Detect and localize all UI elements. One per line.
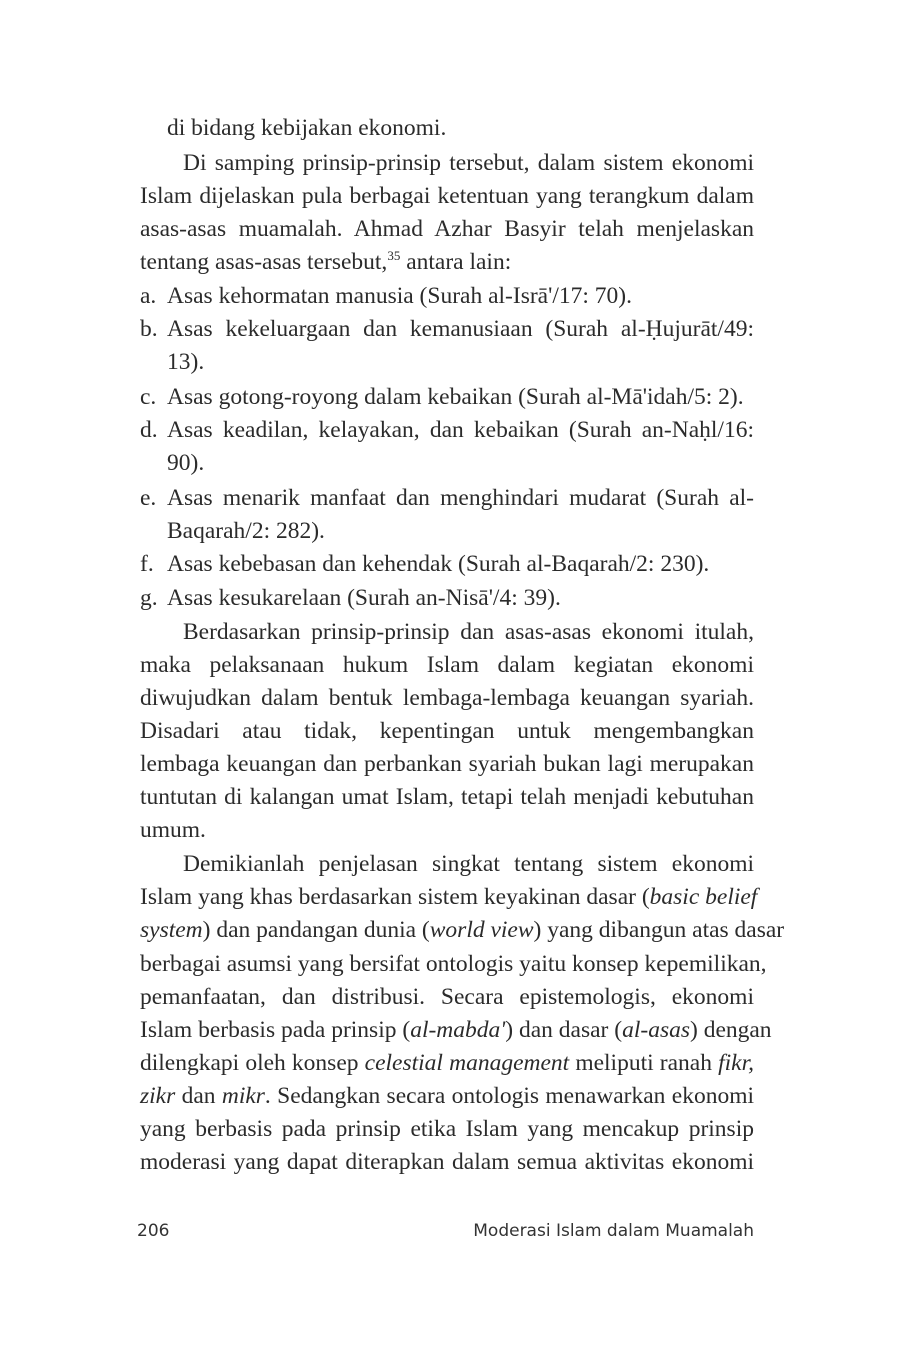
intro-line: di bidang kebijakan ekonomi. bbox=[167, 115, 447, 141]
list-text: Asas kesukarelaan (Surah an-Nisā'/4: 39). bbox=[167, 585, 561, 611]
list-text: Asas kekeluargaan dan kemanusiaan (Surah al-Ḥujurāt/49: bbox=[167, 316, 754, 342]
list-text: 90). bbox=[167, 450, 205, 476]
paragraph-line: yang berbasis pada prinsip etika Islam yang mencakup prinsip bbox=[140, 1116, 754, 1142]
paragraph-line: Di samping prinsip-prinsip tersebut, dalam sistem ekonomi bbox=[183, 150, 754, 176]
italic-term: celestial management bbox=[364, 1050, 570, 1076]
running-title: Moderasi Islam dalam Muamalah bbox=[473, 1221, 754, 1241]
list-label: e. bbox=[140, 485, 157, 511]
paragraph-line: zikr dan mikr. Sedangkan secara ontologis menawarkan ekonomi bbox=[140, 1083, 754, 1109]
paragraph-line: system) dan pandangan dunia (world view) yang dibangun atas dasar bbox=[140, 917, 785, 943]
italic-term: mikr bbox=[221, 1083, 265, 1109]
paragraph-line: tuntutan di kalangan umat Islam, tetapi telah menjadi kebutuhan bbox=[140, 784, 754, 810]
italic-term: fikr, bbox=[718, 1050, 755, 1076]
paragraph-line: Berdasarkan prinsip-prinsip dan asas-asas ekonomi itulah, bbox=[183, 619, 754, 645]
footnote-ref[interactable]: 35 bbox=[387, 248, 401, 263]
paragraph-line: Islam berbasis pada prinsip (al-mabda') dan dasar (al-asas) dengan bbox=[140, 1017, 772, 1043]
list-label: a. bbox=[140, 283, 157, 309]
paragraph-line: maka pelaksanaan hukum Islam dalam kegiatan ekonomi bbox=[140, 652, 754, 678]
list-label: c. bbox=[140, 384, 157, 410]
paragraph-line: Demikianlah penjelasan singkat tentang sistem ekonomi bbox=[183, 851, 754, 877]
italic-term: al-asas bbox=[622, 1017, 690, 1043]
paragraph-line: umum. bbox=[140, 817, 206, 843]
list-text: Asas kebebasan dan kehendak (Surah al-Baqarah/2: 230). bbox=[167, 551, 710, 577]
list-text: Asas kehormatan manusia (Surah al-Isrā'/17: 70). bbox=[167, 283, 632, 309]
paragraph-line: asas-asas muamalah. Ahmad Azhar Basyir telah menjelaskan bbox=[140, 216, 754, 242]
paragraph-line: Islam dijelaskan pula berbagai ketentuan yang terangkum dalam bbox=[140, 183, 754, 209]
list-label: b. bbox=[140, 316, 158, 342]
list-label: d. bbox=[140, 417, 158, 443]
paragraph-line: tentang asas-asas tersebut,$^{35}$ antara lain: bbox=[140, 248, 512, 275]
paragraph-line: berbagai asumsi yang bersifat ontologis yaitu konsep kepemilikan, bbox=[140, 951, 767, 977]
italic-term: world view bbox=[429, 917, 534, 943]
list-text: Asas menarik manfaat dan menghindari mudarat (Surah al- bbox=[167, 485, 754, 511]
paragraph-line: diwujudkan dalam bentuk lembaga-lembaga keuangan syariah. bbox=[140, 685, 754, 711]
list-label: g. bbox=[140, 585, 158, 611]
italic-term: basic belief bbox=[649, 884, 758, 910]
italic-term: zikr bbox=[140, 1083, 176, 1109]
list-text: Baqarah/2: 282). bbox=[167, 518, 325, 544]
list-text: 13). bbox=[167, 349, 205, 375]
paragraph-line: Disadari atau tidak, kepentingan untuk mengembangkan bbox=[140, 718, 754, 744]
paragraph-line: Islam yang khas berdasarkan sistem keyakinan dasar (basic belief bbox=[140, 884, 758, 910]
italic-term: al-mabda' bbox=[410, 1017, 506, 1043]
paragraph-line: lembaga keuangan dan perbankan syariah bukan lagi merupakan bbox=[140, 751, 754, 777]
paragraph-line: pemanfaatan, dan distribusi. Secara epistemologis, ekonomi bbox=[140, 984, 754, 1010]
list-text: Asas keadilan, kelayakan, dan kebaikan (Surah an-Naḥl/16: bbox=[167, 417, 754, 443]
page-number: 206 bbox=[137, 1221, 170, 1241]
italic-term: system bbox=[140, 917, 203, 943]
list-label: f. bbox=[140, 551, 154, 577]
paragraph-line: dilengkapi oleh konsep celestial management meliputi ranah fikr, bbox=[140, 1050, 755, 1076]
list-text: Asas gotong-royong dalam kebaikan (Surah al-Mā'idah/5: 2). bbox=[167, 384, 744, 410]
paragraph-line: moderasi yang dapat diterapkan dalam semua aktivitas ekonomi bbox=[140, 1149, 754, 1175]
